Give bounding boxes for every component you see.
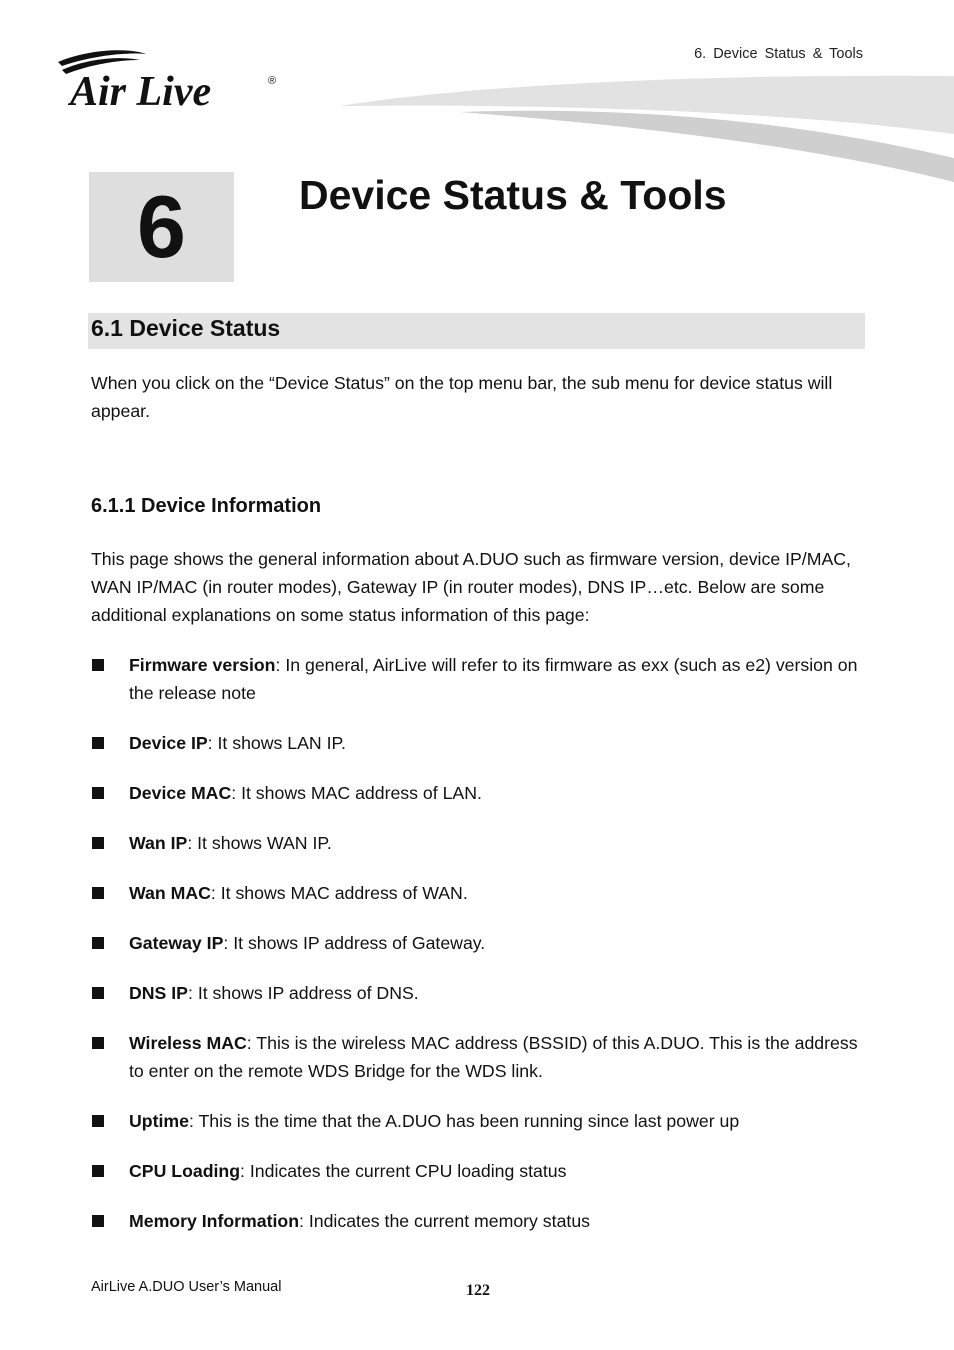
list-item: Wan MAC: It shows MAC address of WAN. xyxy=(129,883,468,903)
airlive-logo xyxy=(56,48,282,114)
bullet-square-icon xyxy=(92,1115,104,1127)
bullet-square-icon xyxy=(92,987,104,999)
list-item: Wireless MAC: This is the wireless MAC address (BSSID) of this A.DUO. This is the address to enter on the remote WDS Bridge for the WDS link. xyxy=(129,1033,858,1081)
bullet-square-icon xyxy=(92,787,104,799)
chapter-number-box xyxy=(89,172,234,282)
bullet-square-icon xyxy=(92,1037,104,1049)
bullet-square-icon xyxy=(92,837,104,849)
registered-mark: ® xyxy=(268,75,277,87)
list-item: Gateway IP: It shows IP address of Gateway. xyxy=(129,933,486,953)
chapter-title: Device Status & Tools xyxy=(299,172,727,218)
list-item: Uptime: This is the time that the A.DUO has been running since last power up xyxy=(129,1111,740,1131)
list-item: CPU Loading: Indicates the current CPU loading status xyxy=(129,1161,567,1181)
subsection-title: 6.1.1 Device Information xyxy=(91,495,322,517)
bullet-square-icon xyxy=(92,659,104,671)
chapter-number: 6 xyxy=(137,177,186,276)
bullet-square-icon xyxy=(92,737,104,749)
list-item: DNS IP: It shows IP address of DNS. xyxy=(129,983,419,1003)
running-header: 6. Device Status & Tools xyxy=(694,46,863,62)
footer-manual-title: AirLive A.DUO User’s Manual xyxy=(91,1279,282,1295)
list-item: Device MAC: It shows MAC address of LAN. xyxy=(129,783,482,803)
intro-paragraph: When you click on the “Device Status” on the top menu bar, the sub menu for device status will appear. xyxy=(91,373,833,421)
list-item: Firmware version: In general, AirLive will refer to its firmware as exx (such as e2) version on the release note xyxy=(129,655,858,703)
bullet-square-icon xyxy=(92,1215,104,1227)
list-item: Device IP: It shows LAN IP. xyxy=(129,733,346,753)
list-item: Memory Information: Indicates the current memory status xyxy=(129,1211,590,1231)
logo-wordmark: Air Live xyxy=(70,69,212,114)
bullet-square-icon xyxy=(92,1165,104,1177)
list-item: Wan IP: It shows WAN IP. xyxy=(129,833,332,853)
section-title: 6.1 Device Status xyxy=(91,315,281,341)
bullet-square-icon xyxy=(92,937,104,949)
page-number: 122 xyxy=(466,1282,490,1299)
bullet-square-icon xyxy=(92,887,104,899)
body-paragraph: This page shows the general information about A.DUO such as firmware version, device IP/MAC, WAN IP/MAC (in router modes), Gateway IP (in router modes), DNS IP…etc. Below are some additional explanations on some status information of this page: xyxy=(91,549,851,625)
